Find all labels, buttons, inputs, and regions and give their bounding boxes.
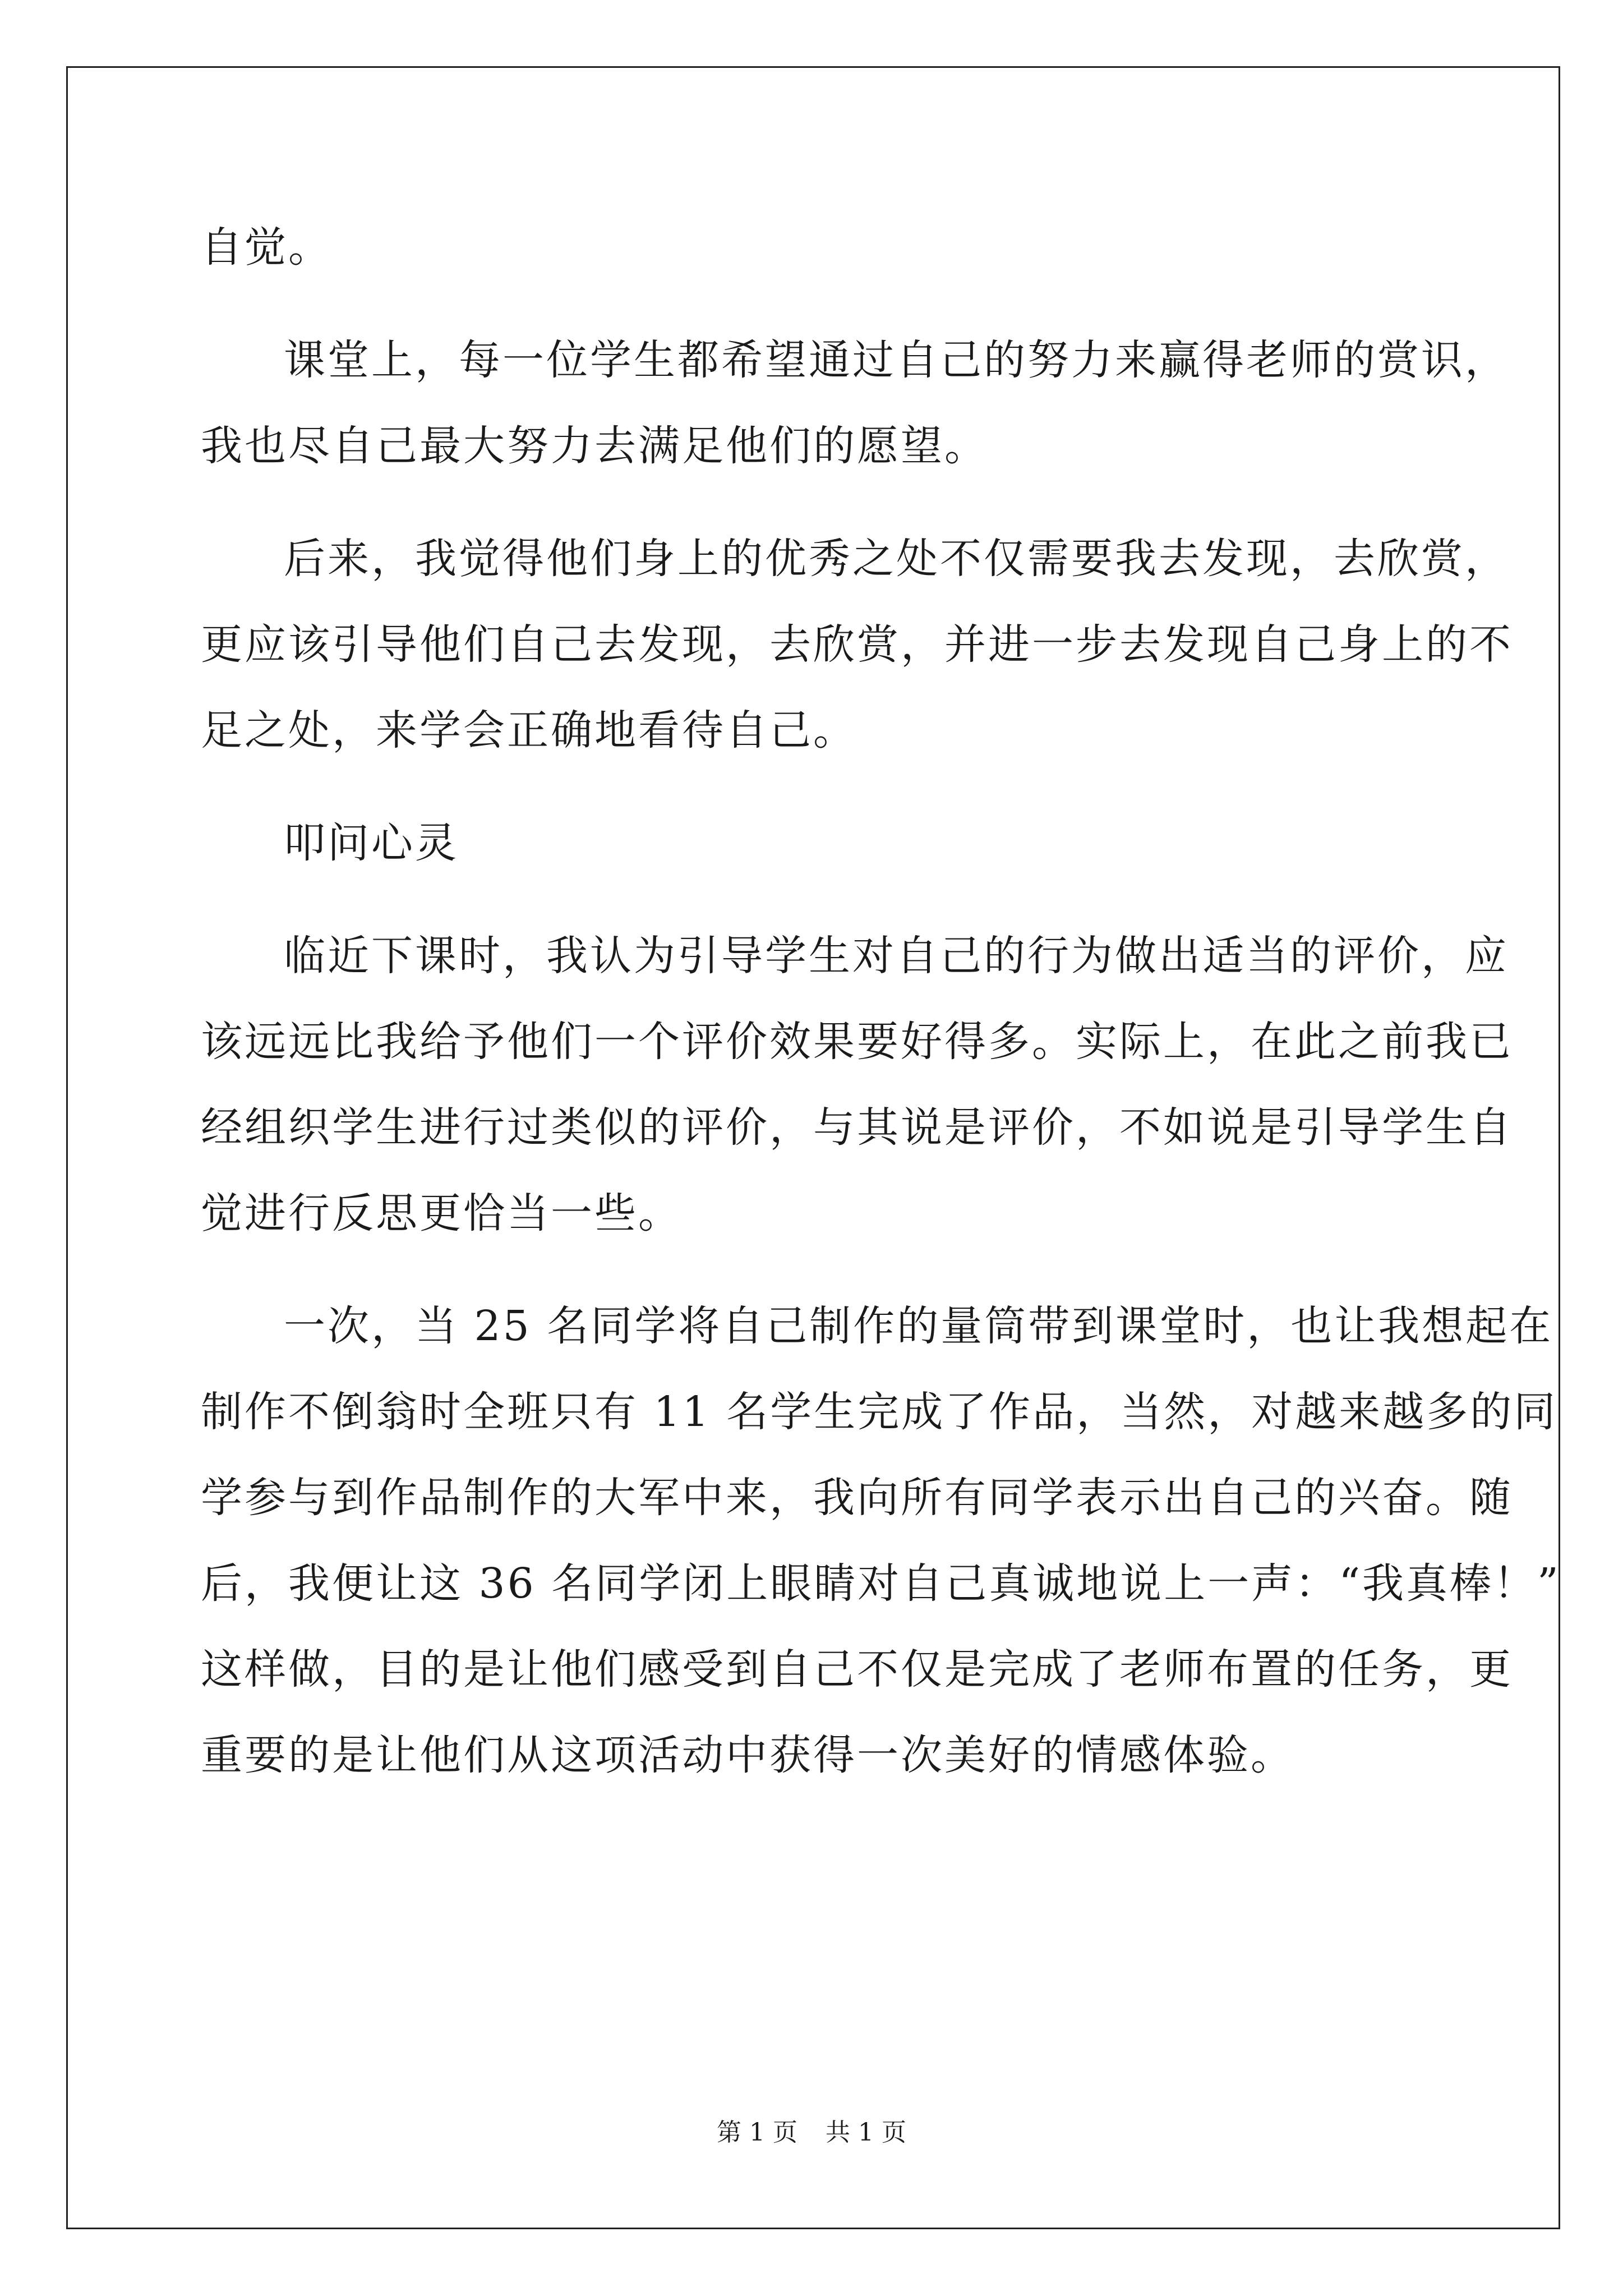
text-line: 经组织学生进行过类似的评价，与其说是评价，不如说是引导学生自 [201,1103,1513,1152]
text-line: 自觉。 [201,223,332,272]
text-line: 后来，我觉得他们身上的优秀之处不仅需要我去发现，去欣赏， [284,535,1509,583]
page-number: 第 1 页 [717,2118,797,2147]
text-line: 重要的是让他们从这项活动中获得一次美好的情感体验。 [201,1731,1294,1779]
page-total: 共 1 页 [826,2118,906,2147]
text-line: 我也尽自己最大努力去满足他们的愿望。 [201,422,988,470]
section-heading: 叩问心灵 [284,819,459,867]
text-line: 临近下课时，我认为引导学生对自己的行为做出适当的评价，应 [284,932,1509,980]
text-line: 学参与到作品制作的大军中来，我向所有同学表示出自己的兴奋。随 [201,1474,1513,1522]
text-line: 该远远比我给予他们一个评价效果要好得多。实际上，在此之前我已 [201,1018,1513,1066]
text-line: 觉进行反思更恰当一些。 [201,1189,682,1237]
text-line: 足之处，来学会正确地看待自己。 [201,706,857,754]
text-line: 更应该引导他们自己去发现，去欣赏，并进一步去发现自己身上的不 [201,620,1513,669]
page-footer [0,2117,1623,2148]
text-line: 后，我便让这 36 名同学闭上眼睛对自己真诚地说上一声：“我真棒！” [201,1559,1561,1608]
text-line: 一次，当 25 名同学将自己制作的量筒带到课堂时，也让我想起在 [284,1302,1553,1350]
text-line: 课堂上，每一位学生都希望通过自己的努力来赢得老师的赏识， [284,336,1509,384]
text-line: 制作不倒翁时全班只有 11 名学生完成了作品，当然，对越来越多的同 [201,1388,1558,1436]
document-body [201,222,1561,1781]
text-line: 这样做，目的是让他们感受到自己不仅是完成了老师布置的任务，更 [201,1645,1513,1694]
